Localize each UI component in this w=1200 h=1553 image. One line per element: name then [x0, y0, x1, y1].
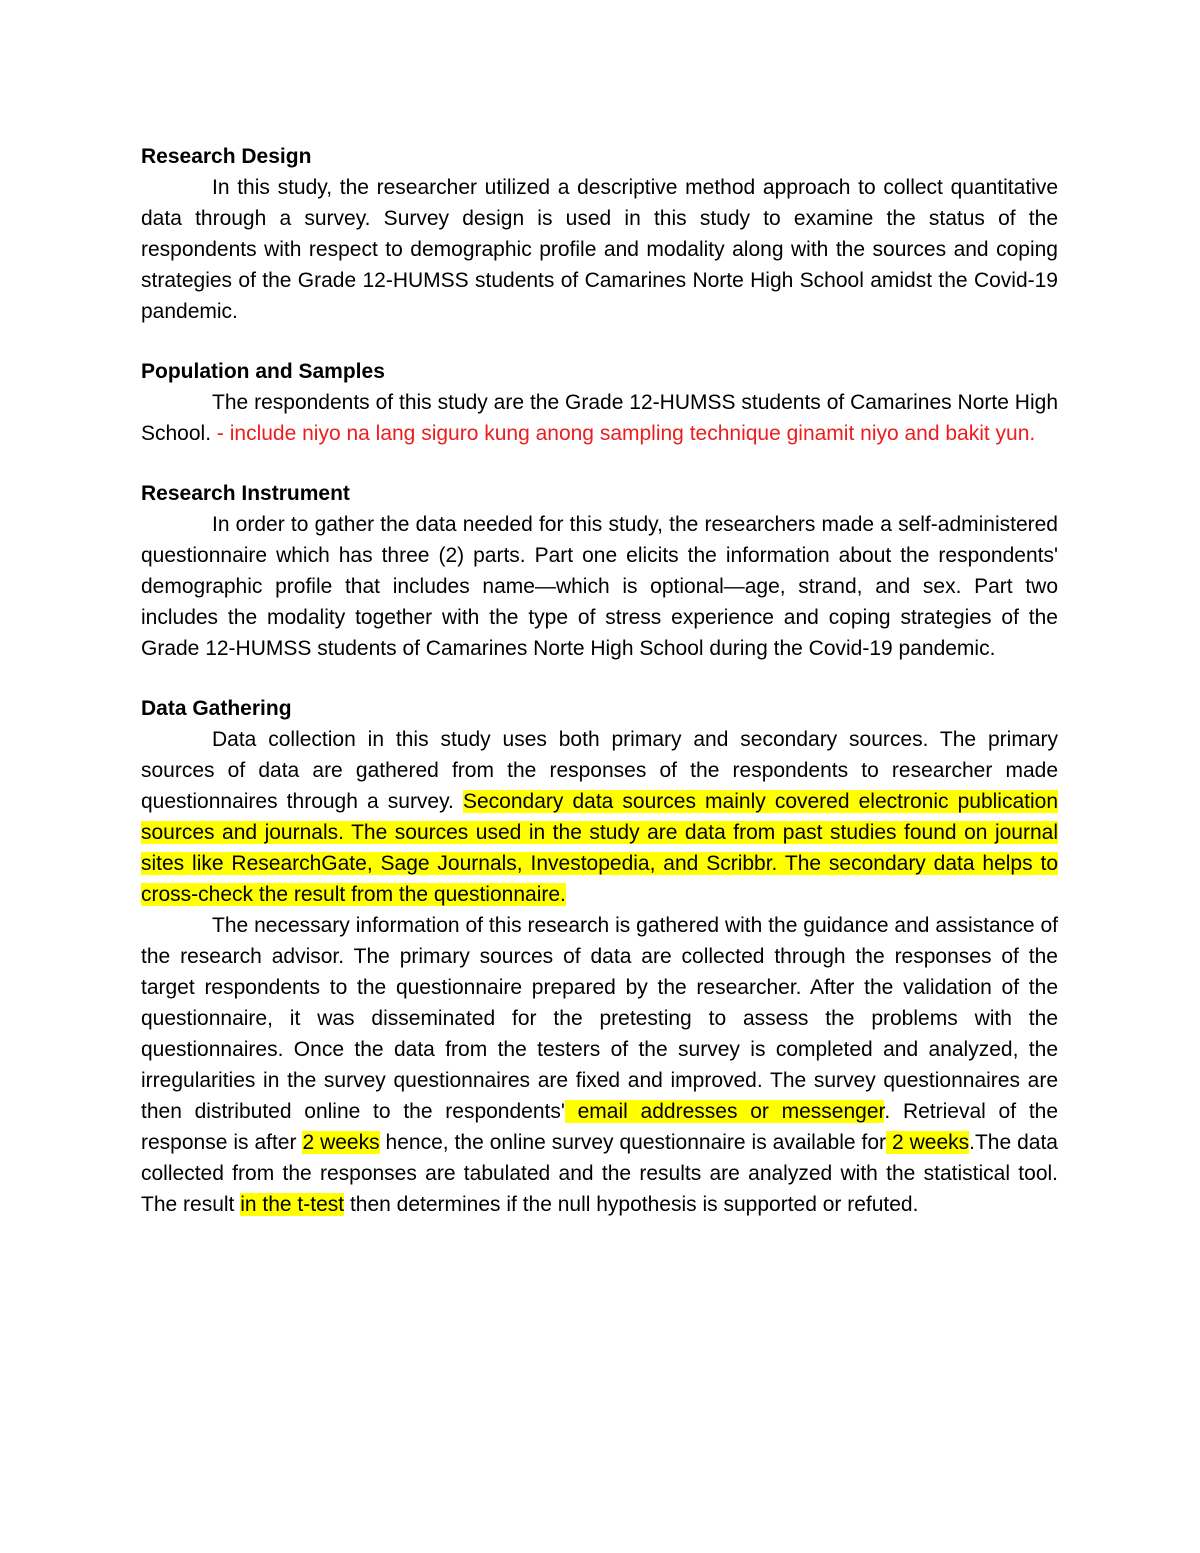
- paragraph-text: then determines if the null hypothesis is supported or refuted.: [344, 1193, 919, 1216]
- paragraph-text: Data collection in this study uses both primary and secondary sources. The primary sources of data are gathered from the responses of the respondents to researcher made questionnaires through a survey.: [141, 728, 1058, 813]
- paragraph-text: .The data collected from the responses are tabulated and the results are analyzed with the statistical tool. The result: [141, 1131, 1058, 1216]
- highlighted-text: in the t-test: [240, 1193, 345, 1216]
- section-population-samples: [141, 356, 1058, 449]
- section-data-gathering: [141, 693, 1058, 1220]
- highlighted-text: 2 weeks: [886, 1131, 970, 1154]
- highlighted-text: Secondary data sources mainly covered electronic publication sources and journals. The sources used in the study are data from past studies found on journal sites like ResearchGate, Sage Journals, Investopedia, and Scribbr. The secondary data helps to cross-check the result from the questionnaire.: [141, 790, 1058, 906]
- section-heading: Population and Samples: [141, 360, 385, 383]
- reviewer-comment: - include niyo na lang siguro kung anong sampling technique ginamit niyo and bakit yun.: [216, 422, 1036, 445]
- section-heading: Research Instrument: [141, 482, 350, 505]
- highlighted-text: 2 weeks: [302, 1131, 380, 1154]
- paragraph: In this study, the researcher utilized a descriptive method approach to collect quantitative data through a survey. Survey design is used in this study to examine the status of the respondents with respect to demographic profile and modality along with the sources and coping strategies of the Grade 12-HUMSS students of Camarines Norte High School amidst the Covid-19 pandemic.: [141, 176, 1058, 323]
- section-heading: Research Design: [141, 145, 312, 168]
- paragraph: In order to gather the data needed for this study, the researchers made a self-administered questionnaire which has three (2) parts. Part one elicits the information about the respondents' demographic profile that includes name—which is optional—age, strand, and sex. Part two includes the modality together with the type of stress experience and coping strategies of the Grade 12-HUMSS students of Camarines Norte High School during the Covid-19 pandemic.: [141, 513, 1058, 660]
- paragraph-text: The respondents of this study are the Grade 12-HUMSS students of Camarines Norte High School.: [141, 391, 1058, 445]
- section-research-instrument: [141, 478, 1058, 664]
- paragraph: [141, 724, 1058, 910]
- paragraph-text: hence, the online survey questionnaire is available for: [379, 1131, 887, 1154]
- paragraph: [141, 387, 1058, 449]
- paragraph-text: . Retrieval of the response is after: [141, 1100, 1059, 1154]
- highlighted-text: email addresses or messenger: [564, 1100, 885, 1123]
- paragraph: [141, 910, 1058, 1220]
- section-heading: Data Gathering: [141, 697, 292, 720]
- section-research-design: [141, 141, 1058, 327]
- paragraph-text: The necessary information of this research is gathered with the guidance and assistance of the research advisor. The primary sources of data are collected through the responses of the target respondents to the questionnaire prepared by the researcher. After the validation of the questionnaire, it was disseminated for the pretesting to assess the problems with the questionnaires. Once the data from the testers of the survey is completed and analyzed, the irregularities in the survey questionnaires are fixed and improved. The survey questionnaires are then distributed online to the respondents': [141, 914, 1058, 1123]
